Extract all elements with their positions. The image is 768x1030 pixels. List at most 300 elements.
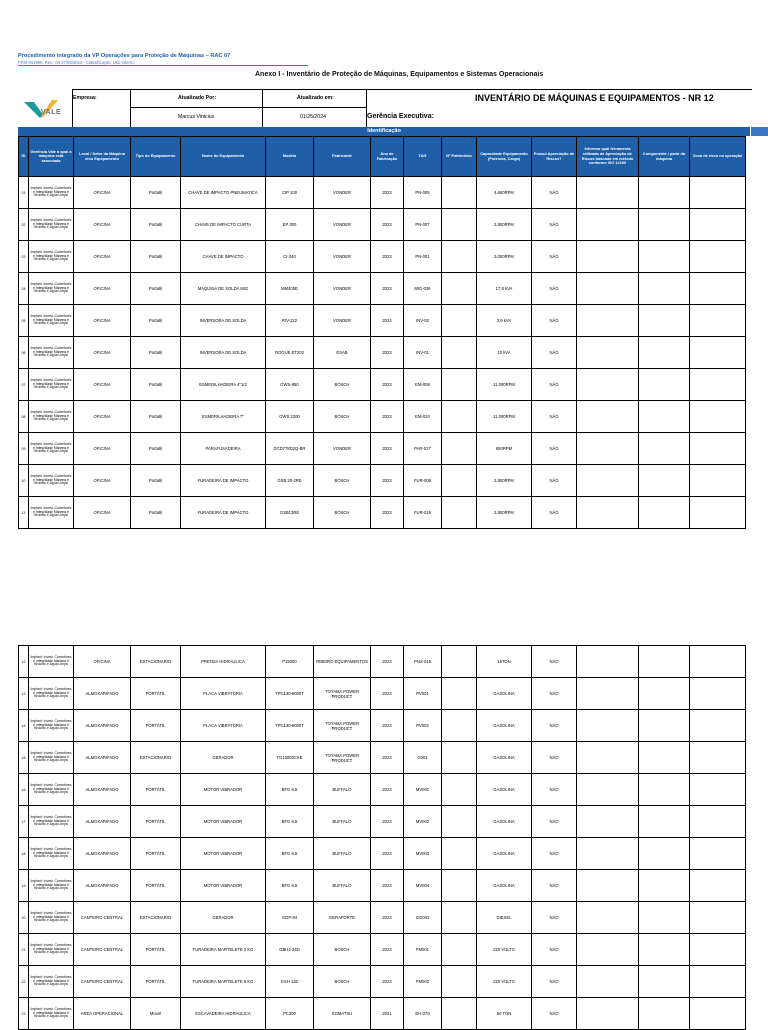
cell-tipo: Portatil: [131, 209, 181, 241]
cell-local: ALMOXARIFADO: [74, 774, 131, 806]
cell-apr: NÃO: [532, 806, 577, 838]
cell-apr: NÃO: [532, 966, 577, 998]
column-header: Local / Setor da Máquina e/ou Equipamento: [74, 137, 131, 177]
cell-cap: GASOLINA: [477, 678, 532, 710]
table-row: [19, 209, 746, 241]
cell-id: 06: [19, 337, 29, 369]
cell-modelo: RIV-222: [266, 305, 314, 337]
cell-tipo: Portatil: [131, 401, 181, 433]
cell-tag: PV001: [404, 678, 442, 710]
cell-modelo: EP 300: [266, 209, 314, 241]
cell-tag: GG001: [404, 902, 442, 934]
cell-nome: INVERSORA DE SOLDA: [181, 337, 266, 369]
cell-empty: [639, 497, 690, 529]
cell-cap: GASOLINA: [477, 838, 532, 870]
cell-cap: GASOLINA: [477, 870, 532, 902]
cell-ano: 2023: [371, 870, 404, 902]
cell-tipo: Portatil: [131, 305, 181, 337]
cell-fab: VONDER: [314, 177, 371, 209]
cell-ano: 2024: [371, 305, 404, 337]
cell-fab: BUFFALO: [314, 806, 371, 838]
table-row: [19, 433, 746, 465]
column-header: Possui Apreciação de Riscos?: [532, 137, 577, 177]
cell-pat: [442, 433, 477, 465]
cell-cap: 650RPM: [477, 433, 532, 465]
cell-apr: NÃO: [532, 433, 577, 465]
updated-by-label: Atualizado Por:: [178, 95, 217, 101]
cell-local: ALMOXARIFADO: [74, 870, 131, 902]
cell-id: 13: [19, 678, 29, 710]
cell-tag: INV-02: [404, 305, 442, 337]
cell-empty: [577, 806, 639, 838]
cell-ano: 2023: [371, 678, 404, 710]
cell-empty: [639, 742, 690, 774]
cell-empty: [639, 209, 690, 241]
cell-empty: [639, 401, 690, 433]
cell-empty: [690, 401, 746, 433]
cell-gerencia: Implant. Invest. Corredores e Integridade Mariana e Brucutu e Água Limpa: [29, 902, 74, 934]
cell-empty: [577, 742, 639, 774]
cell-fab: TOYAMA POWER PRODUCT: [314, 710, 371, 742]
cell-local: OFICINA: [74, 273, 131, 305]
cell-empty: [577, 369, 639, 401]
cell-modelo: GSB 20-2RE: [266, 465, 314, 497]
cell-empty: [639, 934, 690, 966]
cell-pat: [442, 838, 477, 870]
column-header: Nº Patrimônio: [442, 137, 477, 177]
logo-text: VALE: [41, 109, 62, 116]
table-row: [19, 710, 746, 742]
table-row: [19, 337, 746, 369]
cell-empty: [690, 646, 746, 678]
cell-fab: BOSCH: [314, 934, 371, 966]
table-row: [19, 305, 746, 337]
cell-empty: [577, 870, 639, 902]
cell-fab: KOMATSU: [314, 998, 371, 1030]
cell-modelo: GWS 2200: [266, 401, 314, 433]
cell-empty: [639, 870, 690, 902]
cell-local: OFICINA: [74, 433, 131, 465]
cell-empty: [639, 177, 690, 209]
table-row: [19, 678, 746, 710]
cell-empty: [639, 998, 690, 1030]
updated-at-label: Atualizado em:: [297, 95, 334, 101]
cell-nome: FURADEIRA MARTELETE 5 KG: [181, 966, 266, 998]
column-header: ID: [19, 137, 29, 177]
cell-ano: 2023: [371, 273, 404, 305]
cell-empty: [639, 337, 690, 369]
table-row: [19, 934, 746, 966]
cell-nome: GERADOR: [181, 902, 266, 934]
cell-ano: 2023: [371, 902, 404, 934]
cell-empty: [639, 369, 690, 401]
cell-empty: [690, 465, 746, 497]
cell-tag: MIG-036: [404, 273, 442, 305]
cell-ano: 2023: [371, 966, 404, 998]
cell-empty: [577, 273, 639, 305]
cell-tag: FUR-008: [404, 465, 442, 497]
cell-id: 17: [19, 806, 29, 838]
cell-fab: BUFFALO: [314, 774, 371, 806]
cell-empty: [690, 177, 746, 209]
cell-tipo: Portatil: [131, 369, 181, 401]
cell-apr: NÃO: [532, 401, 577, 433]
cell-apr: NÃO: [532, 497, 577, 529]
cell-apr: NÃO: [532, 678, 577, 710]
cell-apr: NÃO: [532, 902, 577, 934]
cell-nome: CHAVE DE IMPACTO CURTA: [181, 209, 266, 241]
cell-cap: 50 TON: [477, 998, 532, 1030]
cell-ano: 2023: [371, 710, 404, 742]
table-row: [19, 902, 746, 934]
table-row: [19, 870, 746, 902]
cell-id: 19: [19, 870, 29, 902]
divider: [130, 89, 131, 127]
cell-local: ALMOXARIFADO: [74, 838, 131, 870]
table-row: [19, 774, 746, 806]
cell-gerencia: Implant. Invest. Corredores e Integridade Mariana e Brucutu e Água Limpa: [29, 465, 74, 497]
cell-gerencia: Implant. Invest. Corredores e Integridade Mariana e Brucutu e Água Limpa: [29, 774, 74, 806]
cell-empty: [577, 902, 639, 934]
cell-cap: 3,9 kVA: [477, 305, 532, 337]
annex-title: Anexo I - Inventário de Proteção de Máquinas, Equipamentos e Sistemas Operacionais: [255, 71, 544, 78]
cell-empty: [639, 241, 690, 273]
inventory-title: INVENTÁRIO DE MÁQUINAS E EQUIPAMENTOS - NR 12: [475, 93, 714, 103]
cell-tipo: PORTATIL: [131, 870, 181, 902]
cell-empty: [577, 177, 639, 209]
cell-gerencia: Implant. Invest. Corredores e Integridade Mariana e Brucutu e Água Limpa: [29, 177, 74, 209]
cell-tipo: PORTATIL: [131, 838, 181, 870]
cell-tag: G001: [404, 742, 442, 774]
cell-cap: 3.000RPM: [477, 241, 532, 273]
cell-empty: [690, 902, 746, 934]
cell-gerencia: Implant. Invest. Corredores e Integridade Mariana e Brucutu e Água Limpa: [29, 305, 74, 337]
cell-empty: [577, 678, 639, 710]
cell-fab: VONDER: [314, 241, 371, 273]
cell-fab: BOSCH: [314, 966, 371, 998]
cell-ano: 2023: [371, 337, 404, 369]
cell-id: 21: [19, 934, 29, 966]
cell-nome: MOTOR VIBRADOR: [181, 838, 266, 870]
cell-pat: [442, 870, 477, 902]
cell-pat: [442, 273, 477, 305]
cell-fab: ESAB: [314, 337, 371, 369]
updated-by-value: Marcus Vinicius: [178, 114, 215, 120]
cell-ano: 2023: [371, 497, 404, 529]
cell-id: 23: [19, 998, 29, 1030]
cell-tipo: Portatil: [131, 337, 181, 369]
cell-nome: PLACA VIBRATORIA: [181, 678, 266, 710]
cell-gerencia: Implant. Invest. Corredores e Integridade Mariana e Brucutu e Água Limpa: [29, 273, 74, 305]
cell-cap: GASOLINA: [477, 742, 532, 774]
table-row: [19, 369, 746, 401]
table-row: [19, 273, 746, 305]
cell-id: 02: [19, 209, 29, 241]
cell-fab: VONDER: [314, 273, 371, 305]
cell-fab: BOSCH: [314, 401, 371, 433]
cell-cap: 10 kVA: [477, 337, 532, 369]
cell-id: 20: [19, 902, 29, 934]
cell-fab: VONDER: [314, 433, 371, 465]
cell-cap: DIESEL: [477, 902, 532, 934]
cell-ano: 2023: [371, 934, 404, 966]
cell-modelo: GBH2-24D: [266, 934, 314, 966]
cell-tipo: Portatil: [131, 497, 181, 529]
cell-fab: BOSCH: [314, 465, 371, 497]
cell-id: 05: [19, 305, 29, 337]
cell-tag: PNS-015: [404, 646, 442, 678]
cell-empty: [577, 998, 639, 1030]
cell-local: CANTEIRO CENTRAL: [74, 934, 131, 966]
cell-empty: [577, 646, 639, 678]
table-row: [19, 465, 746, 497]
cell-nome: PARAFUSADEIRA: [181, 433, 266, 465]
cell-gerencia: Implant. Invest. Corredores e Integridade Mariana e Brucutu e Água Limpa: [29, 966, 74, 998]
cell-empty: [690, 838, 746, 870]
cell-tag: INV-01: [404, 337, 442, 369]
cell-nome: FURADEIRA DE IMPACTO: [181, 465, 266, 497]
cell-local: OFICINA: [74, 369, 131, 401]
cell-empty: [639, 433, 690, 465]
cell-ano: 2023: [371, 177, 404, 209]
cell-fab: RIBEIRO EQUIPAMENTOS: [314, 646, 371, 678]
cell-modelo: GSB13RE: [266, 497, 314, 529]
cell-tag: MV002: [404, 806, 442, 838]
cell-tag: FM002: [404, 966, 442, 998]
cell-tag: FM001: [404, 934, 442, 966]
cell-gerencia: Implant. Invest. Corredores e Integridade Mariana e Brucutu e Água Limpa: [29, 870, 74, 902]
cell-ano: 2023: [371, 646, 404, 678]
cell-modelo: BFG 6.5: [266, 838, 314, 870]
cell-modelo: TPC130-9000T: [266, 710, 314, 742]
cell-local: ALMOXARIFADO: [74, 710, 131, 742]
cell-tag: PN-005: [404, 177, 442, 209]
inventory-table-page-2: [18, 645, 746, 1030]
cell-cap: GASOLINA: [477, 710, 532, 742]
cell-local: OFICINA: [74, 337, 131, 369]
cell-apr: NÃO: [532, 742, 577, 774]
cell-empty: [577, 433, 639, 465]
cell-empty: [690, 870, 746, 902]
cell-modelo: GSH 11E: [266, 966, 314, 998]
cell-gerencia: Implant. Invest. Corredores e Integridade Mariana e Brucutu e Água Limpa: [29, 710, 74, 742]
cell-pat: [442, 209, 477, 241]
document-title: Procedimento Integrado da VP Operações para Proteção de Máquinas – RAC 07: [18, 53, 231, 59]
column-header: Modelo: [266, 137, 314, 177]
cell-gerencia: Implant. Invest. Corredores e Integridade Mariana e Brucutu e Água Limpa: [29, 209, 74, 241]
cell-pat: [442, 998, 477, 1030]
cell-gerencia: Implant. Invest. Corredores e Integridade Mariana e Brucutu e Água Limpa: [29, 998, 74, 1030]
cell-apr: NÃO: [532, 710, 577, 742]
cell-pat: [442, 497, 477, 529]
cell-id: 03: [19, 241, 29, 273]
cell-nome: PRENSA HIDRAULICA: [181, 646, 266, 678]
cell-cap: GASOLINA: [477, 806, 532, 838]
cell-nome: CHAVE DE IMPACTO: [181, 241, 266, 273]
cell-pat: [442, 806, 477, 838]
cell-empty: [577, 934, 639, 966]
cell-nome: FURADEIRA DE IMPACTO: [181, 497, 266, 529]
cell-local: ALMOXARIFADO: [74, 742, 131, 774]
cell-tipo: PORTATIL: [131, 966, 181, 998]
table-row: [19, 401, 746, 433]
cell-empty: [639, 710, 690, 742]
cell-tag: MV003: [404, 838, 442, 870]
cell-local: CANTEIRO CENTRAL: [74, 902, 131, 934]
cell-fab: GERAFORTE: [314, 902, 371, 934]
cell-modelo: BFG 6.5: [266, 870, 314, 902]
cell-id: 10: [19, 465, 29, 497]
cell-tag: FUR-019: [404, 497, 442, 529]
table-row: [19, 497, 746, 529]
cell-tipo: ESTACIONARIO: [131, 902, 181, 934]
cell-empty: [639, 774, 690, 806]
cell-pat: [442, 401, 477, 433]
cell-empty: [690, 497, 746, 529]
cell-empty: [639, 966, 690, 998]
cell-apr: NÃO: [532, 209, 577, 241]
cell-id: 18: [19, 838, 29, 870]
cell-cap: 3.800RPM: [477, 465, 532, 497]
cell-pat: [442, 934, 477, 966]
column-header: Fabricante: [314, 137, 371, 177]
cell-nome: PLACA VIBRATORIA: [181, 710, 266, 742]
cell-modelo: ROGUE ET202: [266, 337, 314, 369]
table-row: [19, 838, 746, 870]
cell-nome: MAQUINA DE SOLDA MIG: [181, 273, 266, 305]
cell-ano: 2023: [371, 241, 404, 273]
cell-tipo: Portatil: [131, 273, 181, 305]
cell-fab: BOSCH: [314, 369, 371, 401]
divider: [366, 89, 367, 127]
cell-gerencia: Implant. Invest. Corredores e Integridade Mariana e Brucutu e Água Limpa: [29, 433, 74, 465]
cell-cap: 15TON: [477, 646, 532, 678]
cell-modelo: GGP-84: [266, 902, 314, 934]
cell-modelo: PC300: [266, 998, 314, 1030]
table-header-row: [19, 137, 746, 177]
cell-nome: CHAVE DE IMPACTO PNEUMATICA: [181, 177, 266, 209]
cell-fab: TOYAMA POWER PRODUCT: [314, 678, 371, 710]
cell-gerencia: Implant. Invest. Corredores e Integridade Mariana e Brucutu e Água Limpa: [29, 337, 74, 369]
cell-apr: NÃO: [532, 838, 577, 870]
cell-empty: [577, 241, 639, 273]
cell-apr: NÃO: [532, 177, 577, 209]
cell-modelo: CIP 100: [266, 177, 314, 209]
cell-gerencia: Implant. Invest. Corredores e Integridade Mariana e Brucutu e Água Limpa: [29, 241, 74, 273]
table-row: [19, 806, 746, 838]
cell-apr: NÃO: [532, 241, 577, 273]
cell-id: 12: [19, 646, 29, 678]
cell-empty: [577, 710, 639, 742]
cell-gerencia: Implant. Invest. Corredores e Integridade Mariana e Brucutu e Água Limpa: [29, 401, 74, 433]
cell-empty: [639, 305, 690, 337]
cell-empty: [577, 337, 639, 369]
cell-ano: 2021: [371, 998, 404, 1030]
cell-id: 09: [19, 433, 29, 465]
cell-empty: [639, 465, 690, 497]
cell-local: ALMOXARIFADO: [74, 806, 131, 838]
column-header: Zona de risco na operação: [690, 137, 746, 177]
cell-cap: 17,8 kVA: [477, 273, 532, 305]
cell-gerencia: Implant. Invest. Corredores e Integridade Mariana e Brucutu e Água Limpa: [29, 369, 74, 401]
cell-empty: [690, 742, 746, 774]
cell-local: OFICINA: [74, 241, 131, 273]
cell-empty: [690, 305, 746, 337]
cell-nome: MOTOR VIBRADOR: [181, 806, 266, 838]
table-row: [19, 742, 746, 774]
cell-gerencia: Implant. Invest. Corredores e Integridade Mariana e Brucutu e Água Limpa: [29, 678, 74, 710]
table-row: [19, 998, 746, 1030]
cell-empty: [690, 966, 746, 998]
cell-empty: [639, 806, 690, 838]
cell-cap: 3.800RPM: [477, 497, 532, 529]
cell-empty: [639, 646, 690, 678]
cell-tipo: ESTACIONARIO: [131, 646, 181, 678]
cell-pat: [442, 369, 477, 401]
divider: [130, 107, 367, 108]
cell-pat: [442, 678, 477, 710]
cell-pat: [442, 966, 477, 998]
cell-id: 15: [19, 742, 29, 774]
cell-local: OFICINA: [74, 401, 131, 433]
cell-nome: ESMERILHADEIRA 7": [181, 401, 266, 433]
inventory-table-page-1: [18, 136, 746, 529]
cell-tag: PN-007: [404, 209, 442, 241]
column-header: Componente / parte da máquina: [639, 137, 690, 177]
cell-nome: MOTOR VIBRADOR: [181, 870, 266, 902]
updated-at-value: 01/25/2024: [300, 114, 326, 120]
cell-tag: PN-001: [404, 241, 442, 273]
cell-id: 14: [19, 710, 29, 742]
cell-empty: [690, 774, 746, 806]
cell-tag: PV002: [404, 710, 442, 742]
cell-empty: [639, 902, 690, 934]
cell-apr: NÃO: [532, 337, 577, 369]
cell-nome: MOTOR VIBRADOR: [181, 774, 266, 806]
cell-empty: [690, 273, 746, 305]
cell-apr: NÃO: [532, 369, 577, 401]
cell-ano: 2023: [371, 401, 404, 433]
cell-tag: MV001: [404, 774, 442, 806]
cell-local: OFICINA: [74, 646, 131, 678]
column-header: Gerência Vale a qual a máquina está associada: [29, 137, 74, 177]
cell-empty: [690, 433, 746, 465]
cell-ano: 2023: [371, 774, 404, 806]
cell-apr: NÃO: [532, 465, 577, 497]
cell-id: 08: [19, 401, 29, 433]
cell-local: CANTEIRO CENTRAL: [74, 966, 131, 998]
cell-empty: [577, 401, 639, 433]
cell-empty: [690, 337, 746, 369]
cell-gerencia: Implant. Invest. Corredores e Integridade Mariana e Brucutu e Água Limpa: [29, 934, 74, 966]
cell-gerencia: Implant. Invest. Corredores e Integridade Mariana e Brucutu e Água Limpa: [29, 742, 74, 774]
cell-tipo: PORTATIL: [131, 806, 181, 838]
cell-pat: [442, 241, 477, 273]
cell-empty: [577, 838, 639, 870]
header-divider: [18, 65, 308, 66]
cell-tipo: PORTATIL: [131, 678, 181, 710]
cell-modelo: DCD778D2Q-BR: [266, 433, 314, 465]
cell-cap: 220 VOLTS: [477, 934, 532, 966]
cell-tipo: PORTATIL: [131, 774, 181, 806]
cell-nome: ESCAVADEIRA HIDRAULICA: [181, 998, 266, 1030]
cell-tipo: PORTATIL: [131, 710, 181, 742]
cell-nome: GERADOR: [181, 742, 266, 774]
cell-empty: [690, 710, 746, 742]
cell-gerencia: Implant. Invest. Corredores e Integridade Mariana e Brucutu e Água Limpa: [29, 838, 74, 870]
cell-modelo: GWS-850: [266, 369, 314, 401]
cell-id: 11: [19, 497, 29, 529]
